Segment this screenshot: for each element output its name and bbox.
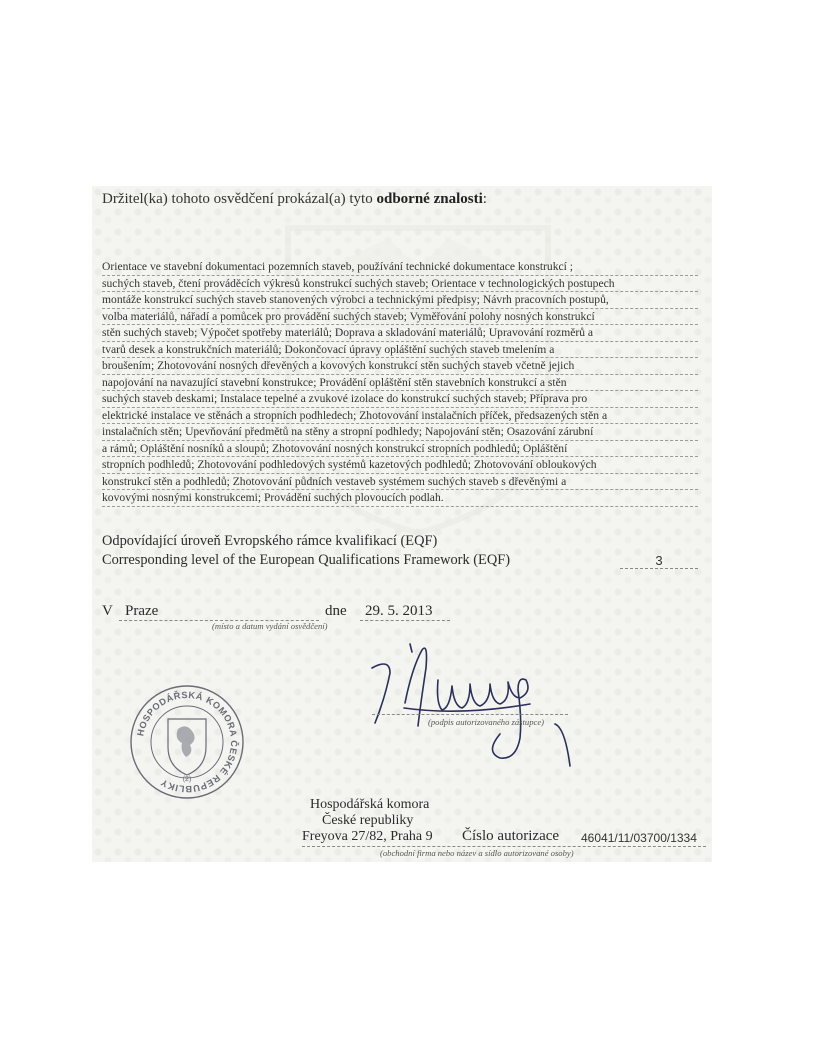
knowledge-heading: Držitel(ka) tohoto osvědčení prokázal(a) tyto odborné znalosti:	[102, 191, 487, 207]
eqf-level-value: 3	[620, 553, 698, 569]
place-label: V	[102, 603, 113, 619]
knowledge-line: volba materiálů, nářadí a pomůcek pro provádění suchých staveb; Vyměřování polohy nosných konstrukcí	[102, 309, 698, 326]
eqf-label-en: Corresponding level of the European Qualifications Framework (EQF)	[102, 552, 511, 568]
place-date-caption: (místo a datum vydání osvědčení)	[212, 621, 328, 631]
knowledge-line: suchých staveb deskami; Instalace tepelné a zvukové izolace do konstrukcí suchých staveb; Příprava pro	[102, 391, 698, 408]
signature-line	[372, 714, 568, 715]
svg-text:HOSPODÁŘSKÁ KOMORA ČESKÉ REPUB: HOSPODÁŘSKÁ KOMORA ČESKÉ REPUBLIKY	[135, 689, 240, 795]
org-name-line1: Hospodářská komora	[310, 797, 430, 812]
chamber-stamp	[128, 683, 246, 801]
knowledge-line: suchých staveb, čtení prováděcích výkresů konstrukcí suchých staveb; Orientace v technologických postupech	[102, 276, 698, 293]
place-value: Praze	[119, 603, 319, 621]
authorization-label: Číslo autorizace	[462, 828, 560, 844]
knowledge-line: Orientace ve stavební dokumentaci pozemních staveb, používání technické dokumentace konstrukcí ;	[102, 259, 698, 276]
knowledge-list	[102, 259, 698, 507]
knowledge-line: broušením; Zhotovování nosných dřevěných a kovových konstrukcí stěn suchých staveb včetně jejich	[102, 358, 698, 375]
knowledge-line: stropních podhledů; Zhotovování podhledových systémů kazetových podhledů; Zhotovování obloukových	[102, 457, 698, 474]
knowledge-line: napojování na navazující stavební konstrukce; Provádění opláštění stěn stavebních konstrukcí a stěn	[102, 375, 698, 392]
org-name-line2: České republiky	[322, 813, 414, 828]
knowledge-line: montáže konstrukcí suchých staveb stanovených výrobci a technickými předpisy; Návrh pracovních postupů,	[102, 292, 698, 309]
organization-caption: (obchodní firma nebo název a sídlo autorizované osoby)	[380, 848, 574, 858]
knowledge-line: tvarů desek a konstrukčních materiálů; Dokončovací úpravy opláštění suchých staveb tmelením a	[102, 342, 698, 359]
knowledge-line: elektrické instalace ve stěnách a stropních podhledech; Zhotovování instalačních příček, předsazených stěn a	[102, 408, 698, 425]
handwritten-signature	[350, 628, 590, 778]
org-address: Freyova 27/82, Praha 9	[302, 829, 433, 844]
eqf-label-cz: Odpovídající úroveň Evropského rámce kvalifikací (EQF)	[102, 533, 438, 549]
knowledge-line: a rámů; Opláštění nosníků a sloupů; Zhotovování nosných konstrukcí stropních podhledů; Opláštění	[102, 441, 698, 458]
knowledge-line: stěn suchých staveb; Výpočet spotřeby materiálů; Doprava a skladování materiálů; Upravování rozměrů a	[102, 325, 698, 342]
knowledge-line: konstrukcí stěn a podhledů; Zhotovování půdních vestaveb systémem suchých staveb s dřevěnými a	[102, 474, 698, 491]
svg-text:(2): (2)	[182, 776, 192, 783]
knowledge-line: instalačních stěn; Upevňování předmětů na stěny a stropní podhledy; Napojování stěn; Osazování zárubní	[102, 424, 698, 441]
organization-line	[302, 846, 706, 847]
signature-caption: (podpis autorizovaného zástupce)	[428, 717, 545, 727]
authorization-number: 46041/11/03700/1334	[581, 831, 697, 845]
date-label: dne	[325, 603, 347, 619]
knowledge-line: kovovými nosnými konstrukcemi; Provádění suchých plovoucích podlah.	[102, 490, 698, 507]
date-value: 29. 5. 2013	[360, 603, 450, 621]
